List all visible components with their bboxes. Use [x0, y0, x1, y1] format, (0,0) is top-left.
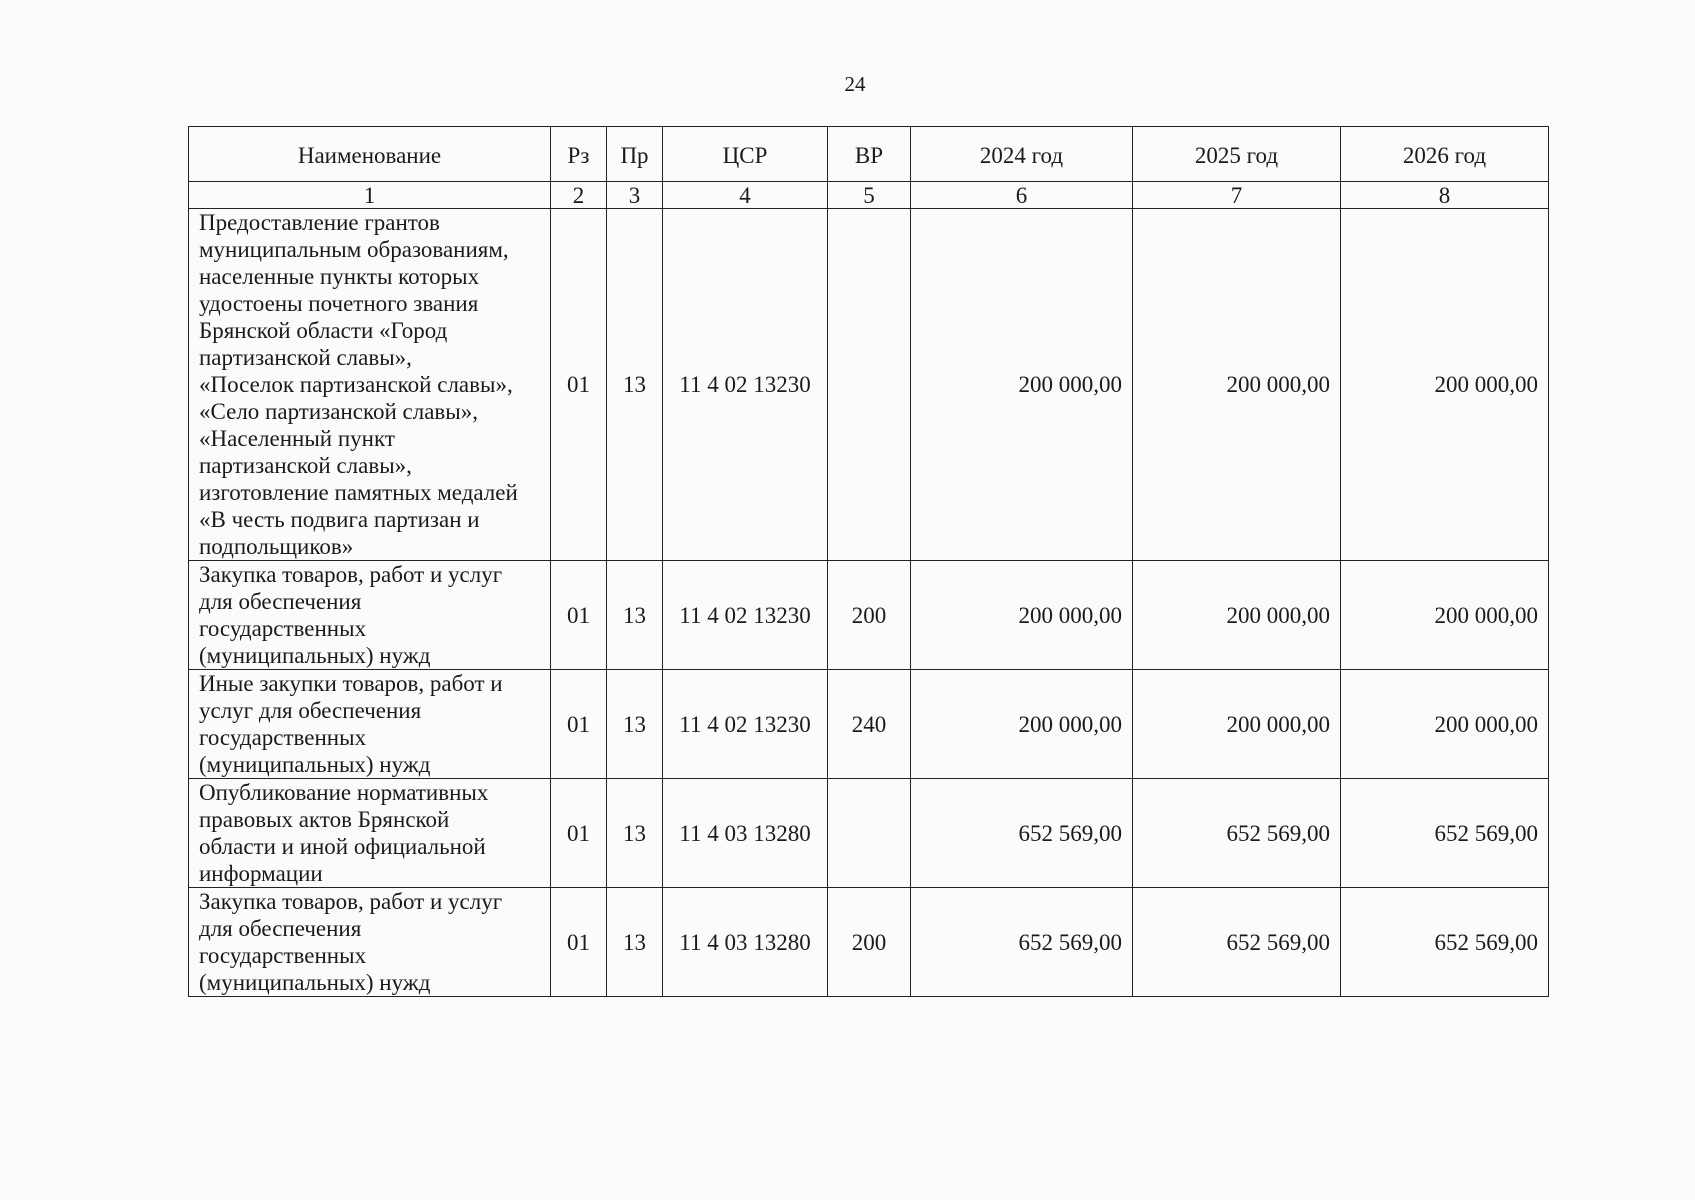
column-number: 7	[1133, 182, 1341, 209]
name-line: «Село партизанской славы»,	[199, 399, 478, 424]
name-line: (муниципальных) нужд	[199, 970, 431, 995]
column-number: 3	[607, 182, 663, 209]
header-2025: 2025 год	[1133, 127, 1341, 182]
page-number: 24	[844, 72, 866, 96]
table-row	[189, 209, 1549, 561]
name-line: удостоены почетного звания	[199, 291, 479, 316]
cell-vr: 200	[828, 561, 911, 670]
column-number: 2	[551, 182, 607, 209]
cell-2026: 652 569,00	[1341, 888, 1549, 997]
cell-2025: 200 000,00	[1133, 561, 1341, 670]
name-line: Предоставление грантов	[199, 210, 440, 235]
name-line: для обеспечения	[199, 589, 362, 614]
name-line: Закупка товаров, работ и услуг	[199, 889, 503, 914]
cell-pr: 13	[607, 888, 663, 997]
name-line: «В честь подвига партизан и	[199, 507, 480, 532]
cell-2026: 652 569,00	[1341, 779, 1549, 888]
cell-name	[189, 561, 551, 670]
cell-rz: 01	[551, 670, 607, 779]
cell-name	[189, 209, 551, 561]
name-line: изготовление памятных медалей	[199, 480, 518, 505]
header-vr: ВР	[828, 127, 911, 182]
table-row	[189, 888, 1549, 997]
cell-2026: 200 000,00	[1341, 561, 1549, 670]
header-rz: Рз	[551, 127, 607, 182]
name-line: правовых актов Брянской	[199, 807, 450, 832]
header-name: Наименование	[189, 127, 551, 182]
name-line: государственных	[199, 943, 367, 968]
cell-rz: 01	[551, 779, 607, 888]
table-row	[189, 670, 1549, 779]
cell-vr: 240	[828, 670, 911, 779]
cell-vr	[828, 779, 911, 888]
cell-2025: 652 569,00	[1133, 888, 1341, 997]
cell-2024: 200 000,00	[911, 561, 1133, 670]
name-line: (муниципальных) нужд	[199, 643, 431, 668]
column-number: 8	[1341, 182, 1549, 209]
header-row	[189, 127, 1549, 182]
cell-2026: 200 000,00	[1341, 209, 1549, 561]
name-line: «Поселок партизанской славы»,	[199, 372, 513, 397]
cell-rz: 01	[551, 561, 607, 670]
cell-2025: 652 569,00	[1133, 779, 1341, 888]
cell-pr: 13	[607, 209, 663, 561]
cell-vr: 200	[828, 888, 911, 997]
name-line: области и иной официальной	[199, 834, 486, 859]
cell-pr: 13	[607, 670, 663, 779]
name-line: «Населенный пункт	[199, 426, 395, 451]
header-pr: Пр	[607, 127, 663, 182]
cell-pr: 13	[607, 779, 663, 888]
cell-csr: 11 4 02 13230	[663, 209, 828, 561]
cell-2024: 200 000,00	[911, 209, 1133, 561]
table-row	[189, 779, 1549, 888]
cell-csr: 11 4 03 13280	[663, 888, 828, 997]
column-number: 6	[911, 182, 1133, 209]
table-row	[189, 561, 1549, 670]
cell-name	[189, 779, 551, 888]
cell-vr	[828, 209, 911, 561]
name-line: государственных	[199, 616, 367, 641]
cell-csr: 11 4 02 13230	[663, 561, 828, 670]
name-line: подпольщиков»	[199, 534, 354, 559]
budget-table	[188, 126, 1549, 997]
table-body	[189, 209, 1549, 997]
table-header	[189, 127, 1549, 209]
name-line: информации	[199, 861, 323, 886]
cell-2024: 200 000,00	[911, 670, 1133, 779]
name-line: Опубликование нормативных	[199, 780, 489, 805]
name-line: (муниципальных) нужд	[199, 752, 431, 777]
name-line: Брянской области «Город	[199, 318, 448, 343]
column-number: 1	[189, 182, 551, 209]
column-number-row	[189, 182, 1549, 209]
name-line: Закупка товаров, работ и услуг	[199, 562, 503, 587]
name-line: для обеспечения	[199, 916, 362, 941]
cell-pr: 13	[607, 561, 663, 670]
column-number: 4	[663, 182, 828, 209]
header-2024: 2024 год	[911, 127, 1133, 182]
cell-2025: 200 000,00	[1133, 209, 1341, 561]
header-2026: 2026 год	[1341, 127, 1549, 182]
name-line: услуг для обеспечения	[199, 698, 422, 723]
cell-name	[189, 888, 551, 997]
name-line: партизанской славы»,	[199, 453, 412, 478]
header-csr: ЦСР	[663, 127, 828, 182]
name-line: населенные пункты которых	[199, 264, 480, 289]
name-line: муниципальным образованиям,	[199, 237, 509, 262]
name-line: государственных	[199, 725, 367, 750]
name-line: Иные закупки товаров, работ и	[199, 671, 503, 696]
cell-rz: 01	[551, 888, 607, 997]
name-line: партизанской славы»,	[199, 345, 412, 370]
cell-2026: 200 000,00	[1341, 670, 1549, 779]
cell-name	[189, 670, 551, 779]
cell-2024: 652 569,00	[911, 888, 1133, 997]
cell-csr: 11 4 03 13280	[663, 779, 828, 888]
cell-rz: 01	[551, 209, 607, 561]
cell-2024: 652 569,00	[911, 779, 1133, 888]
column-number: 5	[828, 182, 911, 209]
cell-csr: 11 4 02 13230	[663, 670, 828, 779]
cell-2025: 200 000,00	[1133, 670, 1341, 779]
